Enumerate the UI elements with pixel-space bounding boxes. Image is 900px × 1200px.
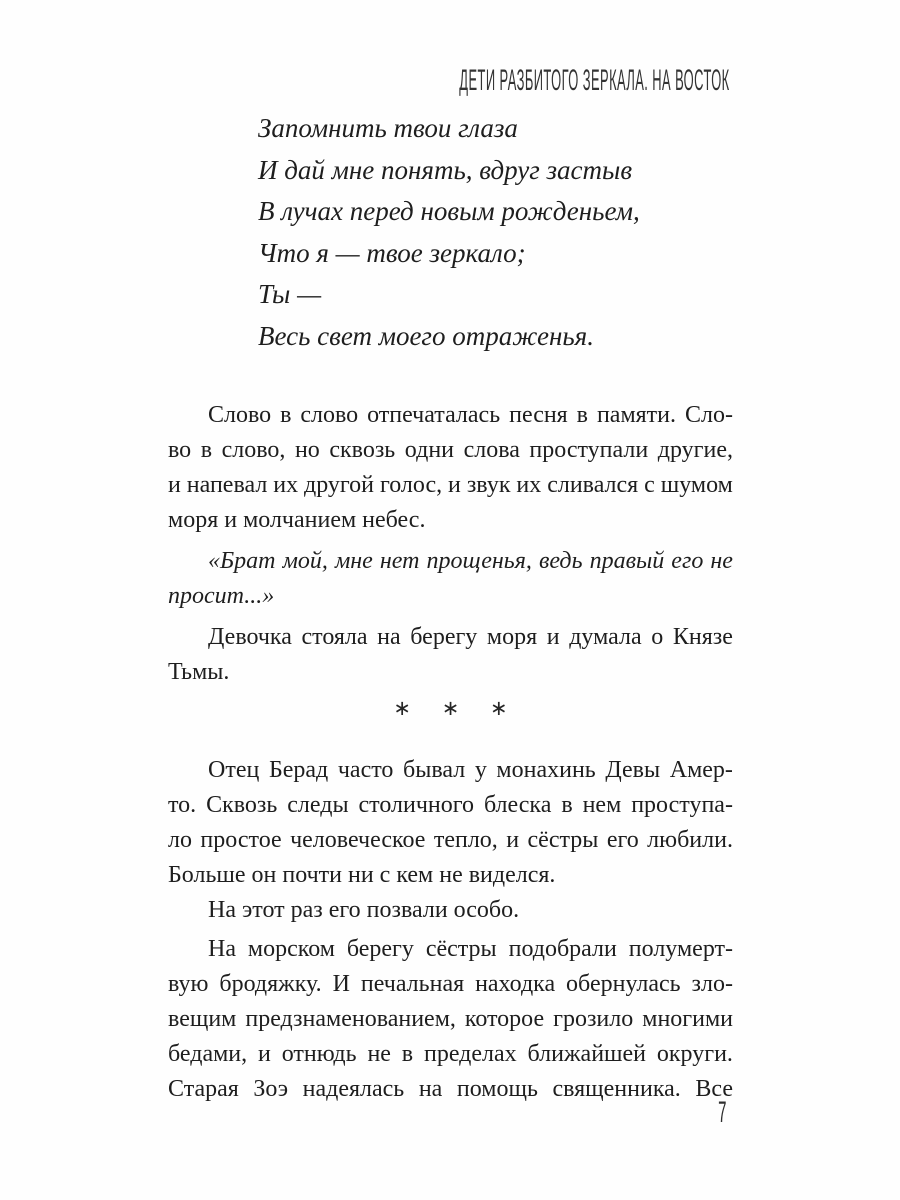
body-line: то. Сквозь следы столичного блеска в нем проступа-	[168, 792, 733, 818]
body-line: Тьмы.	[168, 659, 230, 685]
section-separator: ∗ ∗ ∗	[393, 696, 520, 720]
body-line: бедами, и отнюдь не в пределах ближайшей округи.	[168, 1041, 733, 1067]
body-line: Старая Зоэ надеялась на помощь священника. Все	[168, 1076, 733, 1102]
poem-line: И дай мне понять, вдруг застыв	[258, 154, 633, 185]
paragraph	[168, 398, 733, 538]
quote-paragraph	[168, 544, 733, 614]
body-line: На этот раз его позвали особо.	[208, 897, 520, 923]
poem-line: В лучах перед новым рожденьем,	[258, 196, 640, 226]
content-column	[168, 398, 733, 1107]
running-header: ДЕТИ РАЗБИТОГО ЗЕРКАЛА. НА ВОСТОК	[459, 64, 730, 97]
quote-line: «Брат мой, мне нет прощенья, ведь правый его не	[208, 548, 733, 574]
body-line: вещим предзнаменованием, которое грозило многими	[168, 1006, 733, 1032]
body-line: во в слово, но сквозь одни слова проступали другие,	[168, 437, 733, 463]
poem-line: Запомнить твои глаза	[258, 113, 518, 143]
body-line: Отец Берад часто бывал у монахинь Девы Амер-	[208, 757, 733, 783]
paragraph	[168, 893, 733, 928]
body-line: Слово в слово отпечаталась песня в памяти. Сло-	[208, 402, 733, 428]
body-line: моря и молчанием небес.	[168, 507, 426, 533]
paragraph	[168, 753, 733, 893]
body-line: Девочка стояла на берегу моря и думала о Князе	[208, 624, 733, 650]
quote-line: просит...»	[168, 583, 275, 609]
paragraph	[168, 932, 733, 1107]
poem-line: Весь свет моего отраженья.	[258, 320, 594, 351]
body-line: вую бродяжку. И печальная находка обернулась зло-	[168, 971, 733, 997]
poem-line: Ты —	[258, 279, 322, 309]
body-line: ло простое человеческое тепло, и сёстры его любили.	[168, 827, 733, 853]
body-line: Больше он почти ни с кем не виделся.	[168, 862, 556, 888]
poem-line: Что я — твое зеркало;	[258, 237, 526, 268]
page-number: 7	[718, 1096, 727, 1129]
body-line: На морском берегу сёстры подобрали полумерт-	[208, 936, 733, 962]
paragraph	[168, 620, 733, 690]
poem-block	[258, 108, 640, 357]
body-line: и напевал их другой голос, и звук их сливался с шумом	[168, 472, 733, 498]
